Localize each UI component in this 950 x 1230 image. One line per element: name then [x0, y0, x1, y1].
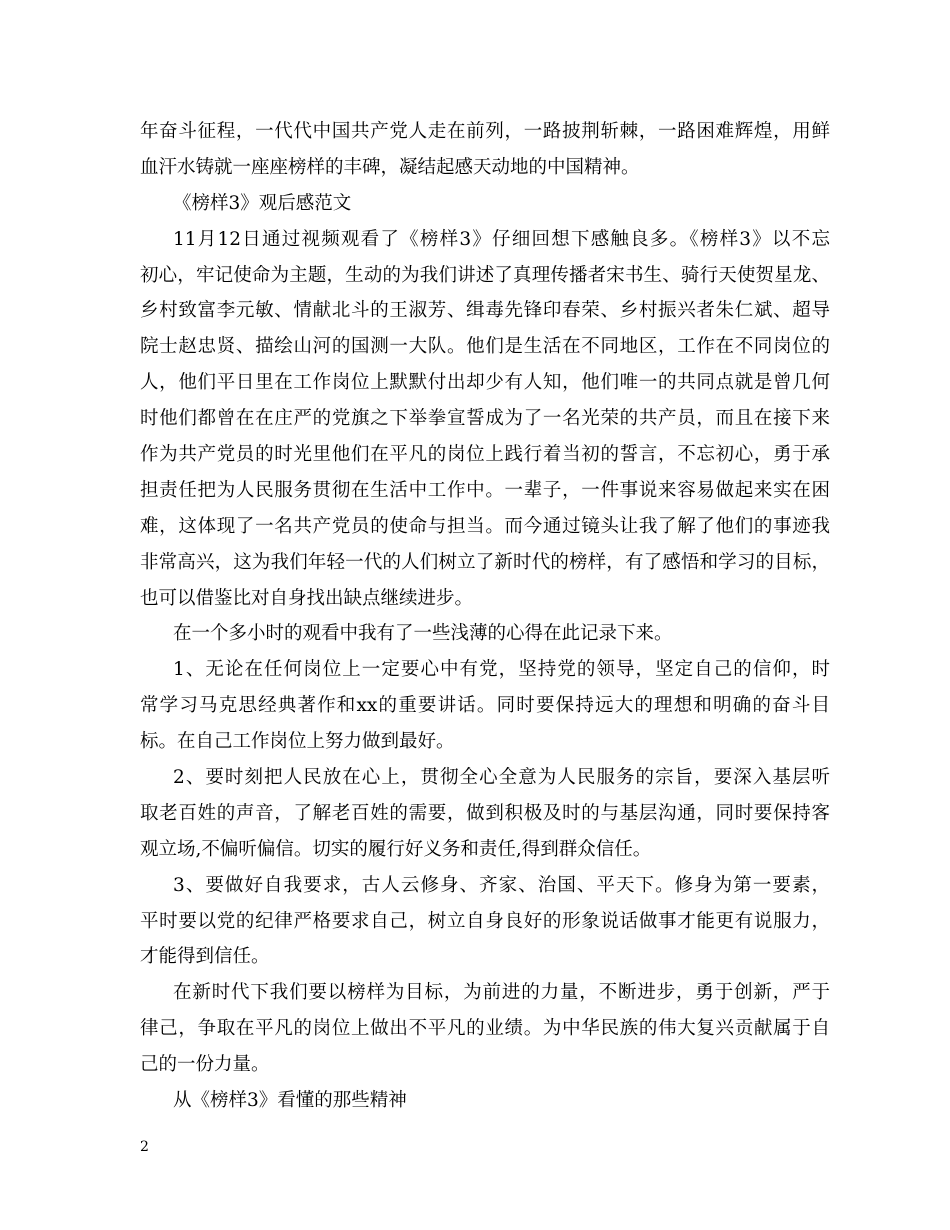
text-line: 乡村致富李元敏、情献北斗的王淑芳、缉毒先锋印春荣、乡村振兴者朱仁斌、超导	[140, 300, 830, 322]
text-line: 观立场,不偏听偏信。切实的履行好义务和责任,得到群众信任。	[140, 838, 652, 860]
text-line: 《榜样3》观后感范文	[173, 192, 352, 214]
text-line: 非常高兴，这为我们年轻一代的人们树立了新时代的榜样，有了感悟和学习的目标，	[140, 551, 830, 573]
text-line: 己的一份力量。	[140, 1054, 270, 1076]
text-line: 在新时代下我们要以榜样为目标，为前进的力量，不断进步，勇于创新，严于	[173, 982, 830, 1004]
text-line: 初心，牢记使命为主题，生动的为我们讲述了真理传播者宋书生、骑行天使贺星龙、	[140, 264, 830, 286]
text-line: 难，这体现了一名共产党员的使命与担当。而今通过镜头让我了解了他们的事迹我	[140, 515, 830, 537]
text-line: 从《榜样3》看懂的那些精神	[173, 1090, 407, 1112]
text-line: 人，他们平日里在工作岗位上默默付出却少有人知，他们唯一的共同点就是曾几何	[140, 372, 830, 394]
text-line: 时他们都曾在在庄严的党旗之下举拳宣誓成为了一名光荣的共产员，而且在接下来	[140, 408, 830, 430]
text-line: 标。在自己工作岗位上努力做到最好。	[140, 731, 455, 753]
text-line: 律己，争取在平凡的岗位上做出不平凡的业绩。为中华民族的伟大复兴贡献属于自	[140, 1018, 830, 1040]
text-line: 也可以借鉴比对自身找出缺点继续进步。	[140, 587, 474, 609]
text-line: 作为共产党员的时光里他们在平凡的岗位上践行着当初的誓言，不忘初心，勇于承	[140, 444, 830, 466]
text-line: 血汗水铸就一座座榜样的丰碑，凝结起感天动地的中国精神。	[140, 156, 640, 178]
page-number: 2	[140, 1139, 149, 1155]
text-line: 担责任把为人民服务贯彻在生活中工作中。一辈子，一件事说来容易做起来实在困	[140, 479, 830, 501]
text-line: 11月12日通过视频观看了《榜样3》仔细回想下感触良多。《榜样3》以不忘	[173, 228, 830, 250]
text-line: 院士赵忠贤、描绘山河的国测一大队。他们是生活在不同地区，工作在不同岗位的	[140, 336, 830, 358]
text-line: 才能得到信任。	[140, 946, 270, 968]
document-body	[140, 114, 830, 1119]
text-line: 2、要时刻把人民放在心上，贯彻全心全意为人民服务的宗旨，要深入基层听	[173, 767, 830, 789]
text-line: 年奋斗征程，一代代中国共产党人走在前列，一路披荆斩棘，一路困难辉煌，用鲜	[140, 121, 830, 142]
text-line: 3、要做好自我要求，古人云修身、齐家、治国、平天下。修身为第一要素，	[173, 874, 830, 896]
text-line: 取老百姓的声音，了解老百姓的需要，做到积极及时的与基层沟通，同时要保持客	[140, 802, 830, 824]
text-line: 在一个多小时的观看中我有了一些浅薄的心得在此记录下来。	[173, 623, 673, 645]
text-line: 常学习马克思经典著作和xx的重要讲话。同时要保持远大的理想和明确的奋斗目	[140, 695, 830, 717]
text-line: 平时要以党的纪律严格要求自己，树立自身良好的形象说话做事才能更有说服力，	[140, 910, 830, 932]
text-line: 1、无论在任何岗位上一定要心中有党，坚持党的领导，坚定自己的信仰，时	[173, 659, 830, 681]
